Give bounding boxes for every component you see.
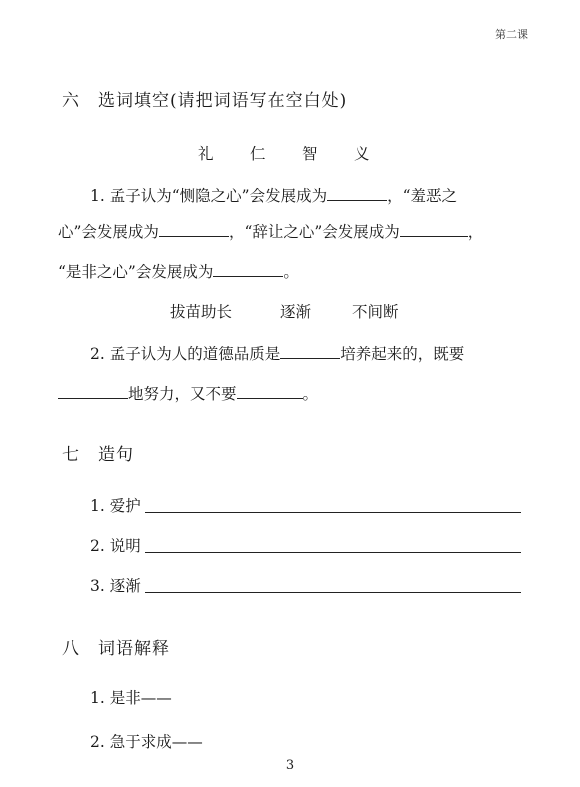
question-text: 。	[302, 385, 319, 403]
sentence-answer-line[interactable]	[145, 551, 521, 553]
question-text: 1. 孟子认为“恻隐之心”会发展成为	[90, 187, 328, 205]
definition-item: 1. 是非——	[90, 689, 172, 707]
sentence-prompt: 3. 逐渐	[90, 577, 141, 595]
section-7-title: 七 造句	[62, 445, 134, 465]
sentence-item	[90, 494, 521, 516]
section-8-title: 八 词语解释	[62, 639, 170, 659]
question-text: ，“羞恶之	[387, 187, 458, 205]
question-2-line-2	[58, 382, 318, 404]
sentence-item	[90, 534, 521, 556]
lesson-header: 第二课	[495, 28, 528, 41]
question-2-line-1	[90, 342, 464, 364]
sentence-prompt: 2. 说明	[90, 537, 141, 555]
question-text: 心”会发展成为	[58, 223, 159, 241]
fill-blank[interactable]	[327, 200, 387, 201]
question-1-line-2	[58, 220, 483, 242]
word-bank-1-item: 礼	[198, 145, 214, 163]
sentence-prompt: 1. 爱护	[90, 497, 141, 515]
fill-blank[interactable]	[159, 236, 229, 237]
question-text: 。	[283, 263, 299, 281]
question-text: 2. 孟子认为人的道德品质是	[90, 345, 281, 363]
fill-blank[interactable]	[213, 276, 283, 277]
word-bank-2-item: 逐渐	[280, 303, 312, 321]
question-1-line-3	[58, 260, 299, 282]
question-text: ，	[467, 223, 484, 241]
word-bank-2	[170, 300, 399, 322]
word-bank-2-item: 不间断	[352, 303, 399, 321]
word-bank-1-item: 智	[302, 145, 318, 163]
sentence-answer-line[interactable]	[145, 591, 521, 593]
word-bank-1	[198, 142, 370, 164]
fill-blank[interactable]	[400, 236, 468, 237]
sentence-answer-line[interactable]	[145, 511, 521, 513]
page-number: 3	[285, 758, 295, 773]
question-text: “是非之心”会发展成为	[58, 263, 214, 281]
sentence-item	[90, 574, 521, 596]
word-bank-2-item: 拔苗助长	[170, 303, 233, 321]
question-text: ，“辞让之心”会发展成为	[228, 223, 400, 241]
section-6-title: 六 选词填空(请把词语写在空白处)	[62, 91, 348, 111]
question-text: 培养起来的，既要	[340, 345, 465, 363]
question-1-line-1	[90, 184, 457, 206]
question-text: 地努力，又不要	[128, 385, 237, 403]
fill-blank[interactable]	[58, 398, 128, 399]
fill-blank[interactable]	[237, 398, 303, 399]
word-bank-1-item: 义	[354, 145, 370, 163]
fill-blank[interactable]	[280, 358, 340, 359]
definition-item: 2. 急于求成——	[90, 733, 203, 751]
word-bank-1-item: 仁	[250, 145, 266, 163]
